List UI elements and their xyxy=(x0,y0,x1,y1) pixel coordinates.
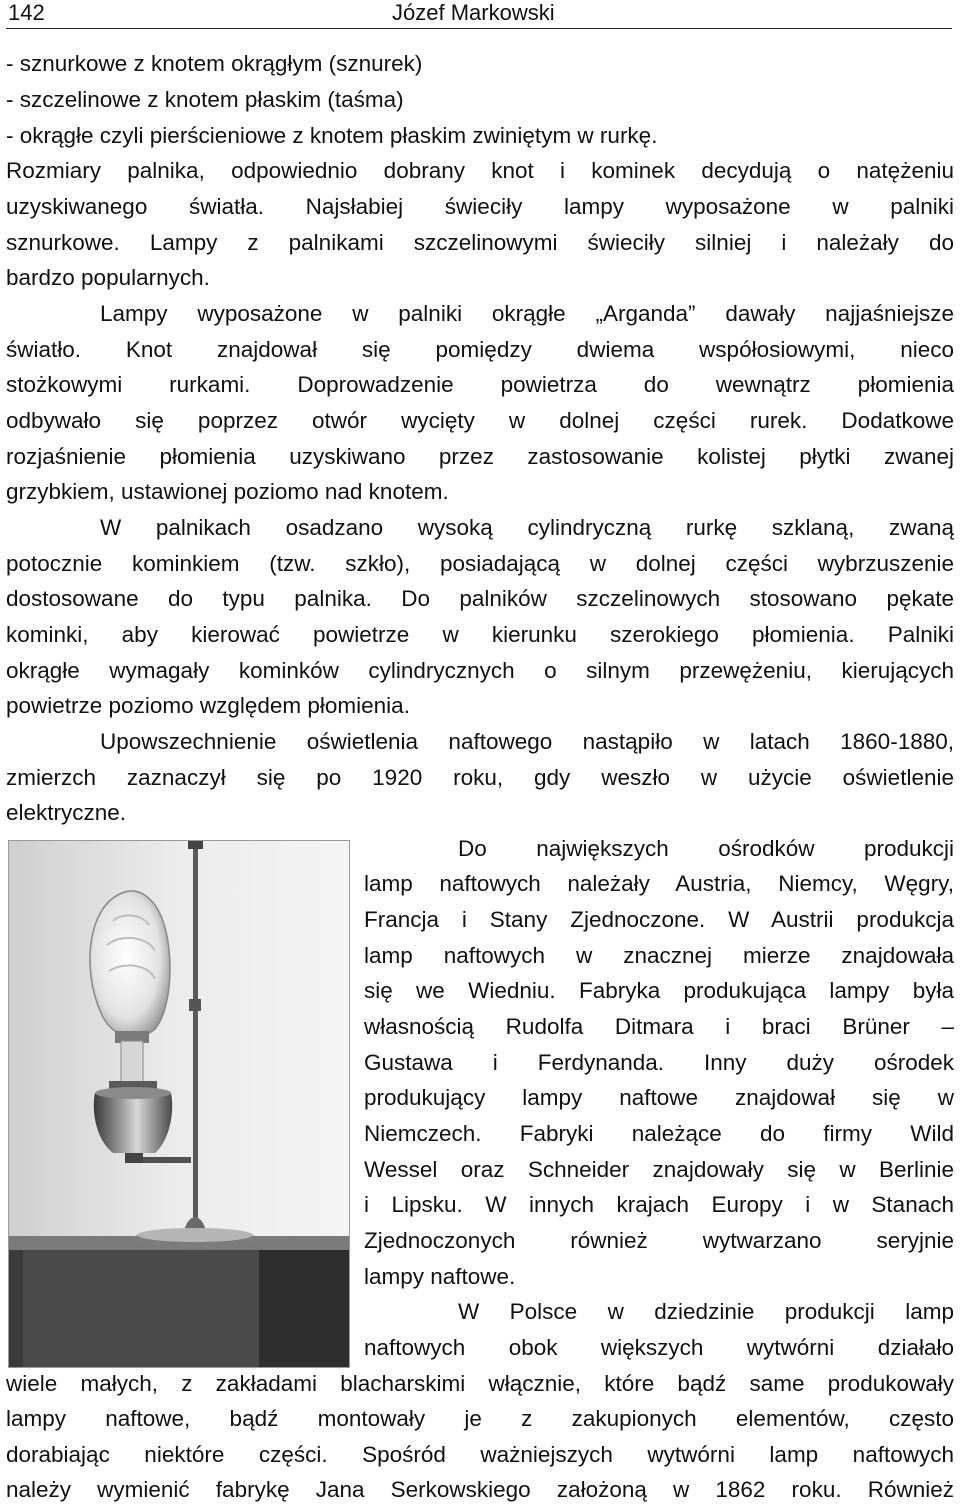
text-line: lampy naftowe, bądź montowały je z zakupionych elementów, często xyxy=(6,1406,954,1431)
text-line: lampy naftowe. xyxy=(364,1264,516,1289)
text-line: lamp naftowych w znacznej mierze znajdowała xyxy=(364,943,954,968)
text-line: - szczelinowe z knotem płaskim (taśma) xyxy=(6,87,404,112)
text-line: Upowszechnienie oświetlenia naftowego nastąpiło w latach 1860-1880, xyxy=(100,729,954,754)
text-line: - okrągłe czyli pierścieniowe z knotem płaskim zwiniętym w rurkę. xyxy=(6,123,658,148)
text-line: własnością Rudolfa Ditmara i braci Brüner – xyxy=(364,1014,954,1039)
text-line: Zjednoczonych również wytwarzano seryjnie xyxy=(364,1228,954,1253)
text-line: produkujący lampy naftowe znajdował się w xyxy=(364,1085,954,1110)
text-line: i Lipsku. W innych krajach Europy i w Stanach xyxy=(364,1192,954,1217)
kerosene-lamp-photo xyxy=(8,840,350,1368)
running-head-author: Józef Markowski xyxy=(392,0,555,25)
text-line: Francja i Stany Zjednoczone. W Austrii produkcja xyxy=(364,907,954,932)
text-line: należy wymienić fabrykę Jana Serkowskiego założoną w 1862 roku. Również xyxy=(6,1477,954,1502)
text-line: dostosowane do typu palnika. Do palników szczelinowych stosowano pękate xyxy=(6,586,954,611)
text-line: sznurkowe. Lampy z palnikami szczelinowymi świeciły silniej i należały do xyxy=(6,230,954,255)
text-line: grzybkiem, ustawionej poziomo nad knotem. xyxy=(6,479,449,504)
text-line: odbywało się poprzez otwór wycięty w dolnej części rurek. Dodatkowe xyxy=(6,408,954,433)
text-line: okrągłe wymagały kominków cylindrycznych o silnym przewężeniu, kierujących xyxy=(6,658,954,683)
text-line: W Polsce w dziedzinie produkcji lamp xyxy=(458,1299,954,1324)
text-line: kominki, aby kierować powietrze w kierunku szerokiego płomienia. Palniki xyxy=(6,622,954,647)
text-line: naftowych obok większych wytwórni działało xyxy=(364,1335,954,1360)
text-line: Niemczech. Fabryki należące do firmy Wild xyxy=(364,1121,954,1146)
text-line: lamp naftowych należały Austria, Niemcy, Węgry, xyxy=(364,871,954,896)
kerosene-lamp-illustration xyxy=(9,841,349,1367)
text-line: dorabiając niektóre części. Spośród ważniejszych wytwórni lamp naftowych xyxy=(6,1442,954,1467)
text-line: Rozmiary palnika, odpowiednio dobrany knot i kominek decydują o natężeniu xyxy=(6,158,954,183)
text-line: Wessel oraz Schneider znajdowały się w Berlinie xyxy=(364,1157,954,1182)
page-number: 142 xyxy=(8,0,45,25)
text-line: Lampy wyposażone w palniki okrągłe „Arganda” dawały najjaśniejsze xyxy=(100,301,954,326)
text-line: bardzo popularnych. xyxy=(6,265,210,290)
text-line: zmierzch zaznaczył się po 1920 roku, gdy weszło w użycie oświetlenie xyxy=(6,765,954,790)
text-line: wiele małych, z zakładami blacharskimi włącznie, które bądź same produkowały xyxy=(6,1371,954,1396)
text-line: uzyskiwanego światła. Najsłabiej świeciły lampy wyposażone w palniki xyxy=(6,194,954,219)
text-line: W palnikach osadzano wysoką cylindryczną rurkę szklaną, zwaną xyxy=(100,515,954,540)
text-line: stożkowymi rurkami. Doprowadzenie powietrza do wewnątrz płomienia xyxy=(6,372,954,397)
text-line: powietrze poziomo względem płomienia. xyxy=(6,693,410,718)
text-line: Gustawa i Ferdynanda. Inny duży ośrodek xyxy=(364,1050,954,1075)
text-line: elektryczne. xyxy=(6,800,127,825)
text-line: Do największych ośrodków produkcji xyxy=(458,836,954,861)
text-line: potocznie kominkiem (tzw. szkło), posiadającą w dolnej części wybrzuszenie xyxy=(6,551,954,576)
text-line: - sznurkowe z knotem okrągłym (sznurek) xyxy=(6,51,423,76)
page-header xyxy=(6,0,952,29)
text-line: się we Wiedniu. Fabryka produkująca lampy była xyxy=(364,978,954,1003)
text-line: światło. Knot znajdował się pomiędzy dwiema współosiowymi, nieco xyxy=(6,337,954,362)
text-line: rozjaśnienie płomienia uzyskiwano przez zastosowanie kolistej płytki zwanej xyxy=(6,444,954,469)
